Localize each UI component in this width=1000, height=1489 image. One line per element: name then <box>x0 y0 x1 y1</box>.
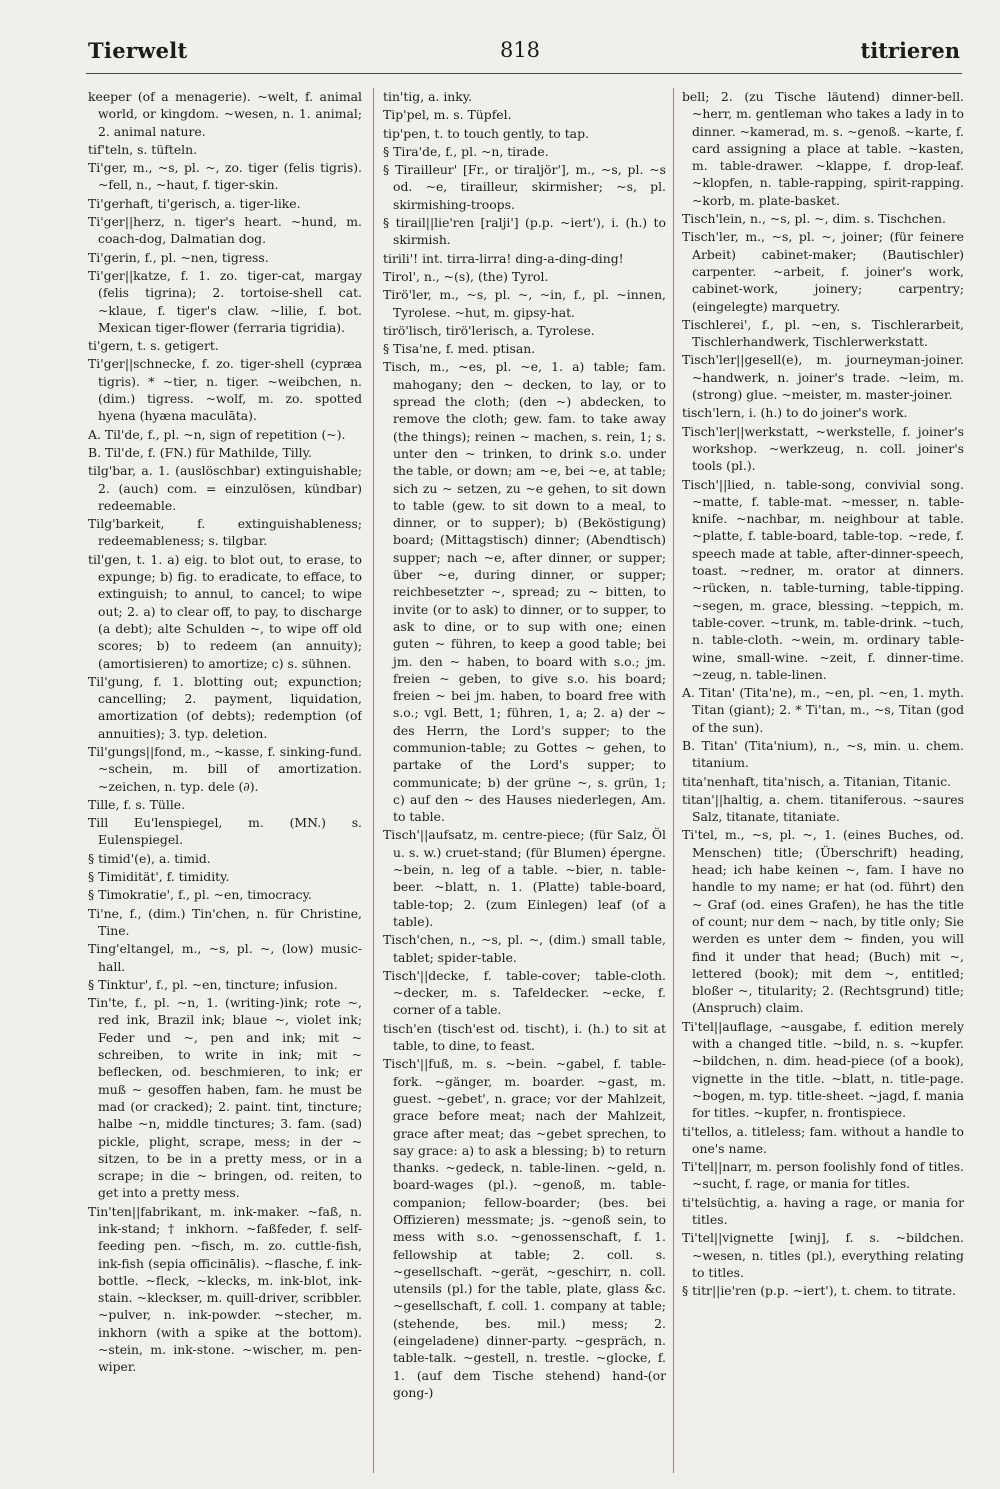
dictionary-entry: Til'gung, f. 1. blotting out; expunction; cancelling; 2. payment, liquidation, amortization (of debts); redemption (of annuities); 3. typ. deletion. <box>88 673 362 741</box>
dictionary-entry: Tisch'ler||werkstatt, ~werkstelle, f. joiner's workshop. ~werkzeug, n. coll. joiner's tools (pl.). <box>682 423 964 474</box>
dictionary-entry: A. Til'de, f., pl. ~n, sign of repetition (~). <box>88 426 346 442</box>
dictionary-entry: § Tira'de, f., pl. ~n, tirade. <box>383 143 549 159</box>
dictionary-entry: Tirö'ler, m., ~s, pl. ~, ~in, f., pl. ~innen, Tyrolese. ~hut, m. gipsy-hat. <box>383 287 666 320</box>
dictionary-entry: § Tirailleur' [Fr., or tiraljör'], m., ~s, pl. ~s od. ~e, tirailleur, skirmisher; ~s, pl. skirmishing-troops. <box>383 162 666 212</box>
dictionary-entry: titan'||haltig, a. chem. titaniferous. ~saures Salz, titanate, titaniate. <box>682 791 964 825</box>
dictionary-entry: Ting'eltangel, m., ~s, pl. ~, (low) music-hall. <box>88 941 362 974</box>
dictionary-entry: Tisch'||lied, n. table-song, convivial song. ~matte, f. table-mat. ~messer, n. table-knife. ~nachbar, m. neighbour at table. ~platte, f. table-board, table-top. ~rede, f. speech made at table, after-dinner-speech, toast. ~redner, m. orator at dinners. ~rücken, n. table-turning, table-tipping. ~segen, m. grace, blessing. ~teppich, m. table-cover. ~trunk, m. table-drink. ~tuch, n. table-cloth. ~wein, m. ordinary table-wine, small-wine. ~zeit, f. dinner-time. ~zeug, n. table-linen. <box>682 476 964 682</box>
dictionary-entry: Till Eu'lenspiegel, m. (MN.) s. Eulenspiegel. <box>88 815 362 848</box>
dictionary-entry: Tip'pel, m. s. Tüpfel. <box>383 107 512 123</box>
dictionary-entry: tita'nenhaft, tita'nisch, a. Titanian, Titanic. <box>682 773 952 789</box>
dictionary-entry: Tisch, m., ~es, pl. ~e, 1. a) table; fam. mahogany; den ~ decken, to lay, or to spread the cloth; (den ~) abdecken, to remove the cloth; gew. fam. to take away (the things); reinen ~ machen, s. rein, 1; s. unter den ~ trinken, to drink s.o. under the table, or down; am ~e, bei ~e, at table; sich zu ~ setzen, zu ~e gehen, to sit down to table (gew. to sit down to a meal, to dinner, or to supper); b) (Beköstigung) board; (Mittagstisch) dinner; (Abendtisch) supper; nach ~e, after dinner, or supper; über ~e, during dinner, or supper; reichbesetzter ~, spread; zu ~ bitten, to invite (or to ask) to dinner, or to supper, to ask to dine, or to sup with one; einen guten ~ führen, to keep a good table; bei jm. den ~ haben, to board with s.o.; jm. freien ~ geben, to give s.o. his board; freien ~ bei jm. haben, to board free with s.o.; vgl. Bett, 1; führen, 1, a; 2. a) der ~ des Herrn, the Lord's supper; to the communion-table; zu Gottes ~ gehen, to partake of the Lord's supper; to communicate; b) der grüne ~, s. grün, 1; c) auf den ~ des Hauses niederlegen, Am. to table. <box>383 359 666 825</box>
dictionary-entry: ti'gern, t. s. getigert. <box>88 338 219 354</box>
dictionary-entry: Ti'tel||auflage, ~ausgabe, f. edition merely with a changed title. ~bild, n. s. ~kupfer. ~bildchen, n. dim. head-piece (of a book), vignette in the title. ~blatt, n. title-page. ~bogen, m. typ. title-sheet. ~jagd, f. mania for titles. ~kupfer, n. frontispiece. <box>682 1018 964 1121</box>
dictionary-entry: § timid'(e), a. timid. <box>88 850 211 866</box>
dictionary-entry: tip'pen, t. to touch gently, to tap. <box>383 125 589 141</box>
column-divider <box>673 88 674 1473</box>
dictionary-entry: § tirail||lie'ren [ralji'] (p.p. ~iert'), i. (h.) to skirmish. <box>383 215 666 248</box>
dictionary-entry: ti'telsüchtig, a. having a rage, or mania for titles. <box>682 1194 964 1227</box>
dictionary-entry: § Tinktur', f., pl. ~en, tincture; infusion. <box>88 976 338 992</box>
column-1 <box>88 88 362 1473</box>
dictionary-entry: B. Til'de, f. (FN.) für Mathilde, Tilly. <box>88 444 312 460</box>
dictionary-entry: Tirol', n., ~(s), (the) Tyrol. <box>383 268 549 284</box>
dictionary-entry: § Tisa'ne, f. med. ptisan. <box>383 341 536 357</box>
column-3 <box>682 88 964 1473</box>
column-2 <box>383 88 666 1473</box>
dictionary-entry: Ti'gerin, f., pl. ~nen, tigress. <box>88 249 269 265</box>
dictionary-entry: Ti'tel, m., ~s, pl. ~, 1. (eines Buches, od. Menschen) title; (Überschrift) heading, head; ich habe keinen ~, fam. I have no handle to my name; er hat (od. führt) den ~ Graf (od. eines Grafen), he has the title of count; nur dem ~ nach, by title only; Sie werden es unter dem ~ finden, you will find it under that head; (Buch) mit ~, lettered (book); mit dem ~, entitled; bloßer ~, titularity; 2. (Rechtsgrund) title; (Anspruch) claim. <box>682 827 964 1016</box>
column-divider <box>373 88 374 1473</box>
dictionary-entry: Ti'ger||schnecke, f. zo. tiger-shell (cypræa tigris). * ~tier, n. tiger. ~weibchen, n. (dim.) tigress. ~wolf, m. zo. spotted hyena (hyæna maculāta). <box>88 356 362 424</box>
dictionary-entry: bell; 2. (zu Tische läutend) dinner-bell. ~herr, m. gentleman who takes a lady in to dinner. ~kamerad, m. s. ~genoß. ~karte, f. card assigning a place at table. ~kasten, m. table-drawer. ~klappe, f. drop-leaf. ~klopfen, n. table-rapping, spirit-rapping. ~korb, m. plate-basket. <box>682 89 964 208</box>
running-head-right: titrieren <box>860 38 960 63</box>
dictionary-entry: A. Titan' (Tita'ne), m., ~en, pl. ~en, 1. myth. Titan (giant); 2. * Ti'tan, m., ~s, Titan (god of the sun). <box>682 685 964 735</box>
dictionary-entry: § Timokratie', f., pl. ~en, timocracy. <box>88 887 312 903</box>
dictionary-entry: tirili'! int. tirra-lirra! ding-a-ding-ding! <box>383 250 624 266</box>
dictionary-entry: Ti'ger||herz, n. tiger's heart. ~hund, m. coach-dog, Dalmatian dog. <box>88 214 362 247</box>
dictionary-entry: til'gen, t. 1. a) eig. to blot out, to erase, to expunge; b) fig. to eradicate, to efface, to extinguish; to annul, to cancel; to wipe out; 2. a) to clear off, to pay, to discharge (a debt); alte Schulden ~, to wipe off old scores; b) to redeem (an annuity); (amortisieren) to amortize; c) s. sühnen. <box>88 551 362 671</box>
dictionary-entry: Tille, f. s. Tülle. <box>88 796 186 812</box>
dictionary-entry: Tischlerei', f., pl. ~en, s. Tischlerarbeit, Tischlerhandwerk, Tischlerwerkstatt. <box>682 316 964 350</box>
dictionary-entry: Tisch'chen, n., ~s, pl. ~, (dim.) small table, tablet; spider-table. <box>383 932 666 965</box>
dictionary-entry: Ti'ger, m., ~s, pl. ~, zo. tiger (felis tigris). ~fell, n., ~haut, f. tiger-skin. <box>88 160 362 193</box>
dictionary-entry: Tisch'ler||gesell(e), m. journeyman-joiner. ~handwerk, n. joiner's trade. ~leim, m. (strong) glue. ~meister, m. master-joiner. <box>682 352 964 403</box>
dictionary-entry: Tisch'||aufsatz, m. centre-piece; (für Salz, Öl u. s. w.) cruet-stand; (für Blumen) épergne. ~bein, n. leg of a table. ~bier, n. table-beer. ~blatt, n. 1. (Platte) table-board, table-top; 2. (zum Einlegen) leaf (of a table). <box>383 827 666 929</box>
dictionary-entry: tisch'lern, i. (h.) to do joiner's work. <box>682 405 908 421</box>
dictionary-entry: Tilg'barkeit, f. extinguishableness; redeemableness; s. tilgbar. <box>88 516 362 549</box>
dictionary-entry: Tisch'lein, n., ~s, pl. ~, dim. s. Tischchen. <box>682 211 946 227</box>
dictionary-entry: Ti'tel||vignette [winj], f. s. ~bildchen. ~wesen, n. titles (pl.), everything relating to titles. <box>682 1230 964 1280</box>
header-rule <box>86 73 962 74</box>
dictionary-entry: § titr||ie'ren (p.p. ~iert'), t. chem. to titrate. <box>682 1283 957 1299</box>
dictionary-entry: Ti'gerhaft, ti'gerisch, a. tiger-like. <box>88 195 301 211</box>
dictionary-entry: Ti'ger||katze, f. 1. zo. tiger-cat, margay (felis tigrina); 2. tortoise-shell cat. ~klaue, f. tiger's claw. ~lilie, f. bot. Mexican tiger-flower (ferraria tigridia). <box>88 267 362 335</box>
dictionary-entry: Tin'ten||fabrikant, m. ink-maker. ~faß, n. ink-stand; † inkhorn. ~faßfeder, f. self-feeding pen. ~fisch, m. zo. cuttle-fish, ink-fish (sepia officinālis). ~flasche, f. ink-bottle. ~fleck, ~klecks, m. ink-blot, ink-stain. ~kleckser, m. quill-driver, scribbler. ~pulver, n. ink-powder. ~stecher, m. inkhorn (with a spike at the bottom). ~stein, m. ink-stone. ~wischer, m. pen-wiper. <box>88 1203 362 1375</box>
dictionary-entry: tisch'en (tisch'est od. tischt), i. (h.) to sit at table, to dine, to feast. <box>383 1020 666 1054</box>
dictionary-entry: B. Titan' (Tita'nium), n., ~s, min. u. chem. titanium. <box>682 737 964 771</box>
dictionary-entry: Tisch'ler, m., ~s, pl. ~, joiner; (für feinere Arbeit) cabinet-maker; (Bautischler) carpenter. ~arbeit, f. joiner's work, cabinet-work, joinery; carpentry; (eingelegte) marquetry. <box>682 229 964 314</box>
page-number: 818 <box>499 38 541 62</box>
dictionary-entry: tif'teln, s. tüfteln. <box>88 141 198 157</box>
dictionary-entry: ti'tellos, a. titleless; fam. without a handle to one's name. <box>682 1123 964 1156</box>
dictionary-entry: Tisch'||fuß, m. s. ~bein. ~gabel, f. table-fork. ~gänger, m. boarder. ~gast, m. guest. ~gebet', n. grace; vor der Mahlzeit, grace before meat; nach der Mahlzeit, grace after meat; das ~gebet sprechen, to say grace: a) to ask a blessing; b) to return thanks. ~gedeck, n. table-linen. ~geld, n. board-wages (pl.). ~genoß, m. table-companion; fellow-boarder; (bes. bei Offizieren) messmate; js. ~genoß sein, to mess with s.o. ~genossenschaft, f. 1. fellowship at table; 2. coll. s. ~gesellschaft. ~gerät, ~geschirr, n. coll. utensils (pl.) for the table, plate, glass &c. ~gesellschaft, f. coll. 1. company at table; (stehende, bes. mil.) mess; 2. (eingeladene) dinner-party. ~gespräch, n. table-talk. ~gestell, n. trestle. ~glocke, f. 1. (auf dem Tische stehend) hand-(or gong-) <box>383 1056 666 1400</box>
dictionary-entry: keeper (of a menagerie). ~welt, f. animal world, or kingdom. ~wesen, n. 1. animal; 2. animal nature. <box>88 89 362 139</box>
dictionary-entry: Til'gungs||fond, m., ~kasse, f. sinking-fund. ~schein, m. bill of amortization. ~zeichen, n. typ. dele (∂). <box>88 743 362 794</box>
dictionary-entry: tirö'lisch, tirö'lerisch, a. Tyrolese. <box>383 322 595 338</box>
dictionary-entry: tilg'bar, a. 1. (auslöschbar) extinguishable; 2. (auch) com. = einzulösen, kündbar) redeemable. <box>88 463 362 513</box>
running-head-left: Tierwelt <box>88 38 188 63</box>
dictionary-entry: Ti'ne, f., (dim.) Tin'chen, n. für Christine, Tine. <box>88 905 362 938</box>
dictionary-entry: Tisch'||decke, f. table-cover; table-cloth. ~decker, m. s. Tafeldecker. ~ecke, f. corner of a table. <box>383 967 666 1018</box>
dictionary-entry: tin'tig, a. inky. <box>383 89 473 104</box>
dictionary-entry: § Timidität', f. timidity. <box>88 869 230 885</box>
dictionary-entry: Tin'te, f., pl. ~n, 1. (writing-)ink; rote ~, red ink, Brazil ink; blaue ~, violet ink; Feder und ~, pen and ink; mit ~ schreiben, to write in ink; mit ~ beflecken, od. beschmieren, to ink; er muß ~ gesoffen haben, fam. he must be mad (or cracked); 2. paint. tint, tincture; halbe ~n, middle tinctures; 3. fam. (sad) pickle, plight, scrape, mess; in der ~ sitzen, to be in a pretty mess, or in a scrape; in die ~ bringen, od. reiten, to get into a pretty mess. <box>88 995 362 1201</box>
dictionary-entry: Ti'tel||narr, m. person foolishly fond of titles. ~sucht, f. rage, or mania for titles. <box>682 1159 964 1192</box>
